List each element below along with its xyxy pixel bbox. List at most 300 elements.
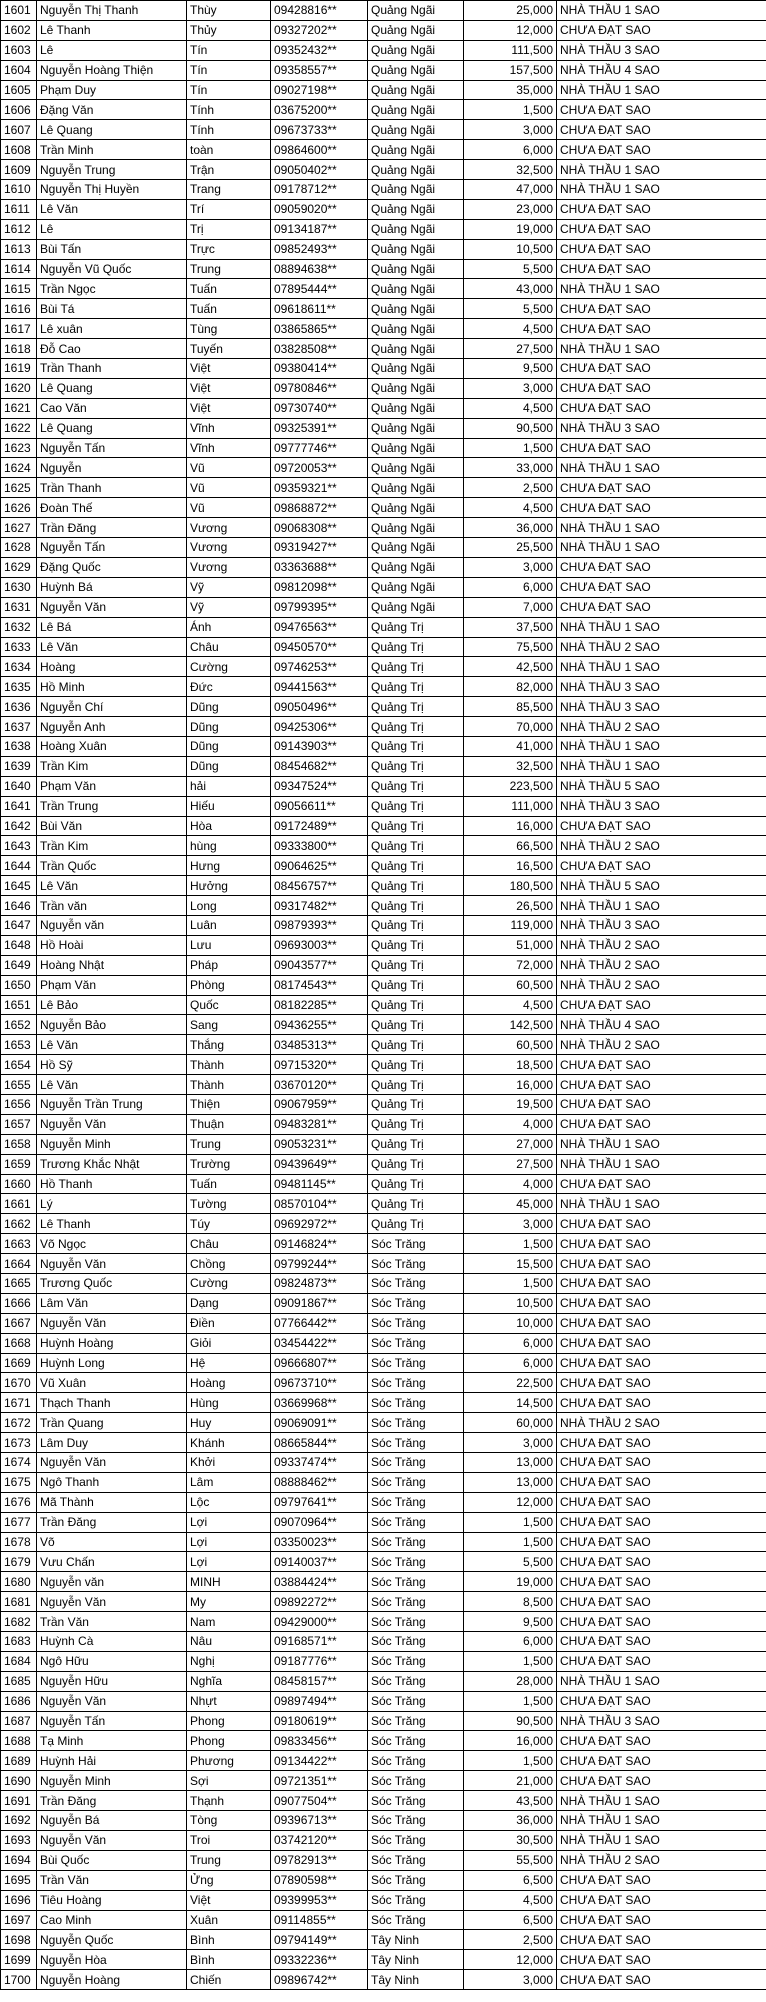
points-cell: 6,000 (464, 1353, 557, 1373)
table-row (1, 1214, 766, 1234)
province-cell: Quảng Trị (368, 876, 464, 896)
last-name-cell: Khởi (187, 1453, 271, 1473)
province-cell: Sóc Trăng (368, 1472, 464, 1492)
last-name-cell: Ửng (187, 1870, 271, 1890)
table-row (1, 856, 766, 876)
province-cell: Sóc Trăng (368, 1592, 464, 1612)
points-cell: 4,500 (464, 498, 557, 518)
rank-status-cell: CHƯA ĐẠT SAO (557, 557, 766, 577)
table-row (1, 1353, 766, 1373)
points-cell: 43,500 (464, 1791, 557, 1811)
phone-cell: 03485313** (271, 1035, 368, 1055)
row-index-cell: 1700 (1, 1970, 37, 1990)
province-cell: Sóc Trăng (368, 1890, 464, 1910)
phone-cell: 03828508** (271, 339, 368, 359)
province-cell: Quảng Trị (368, 1055, 464, 1075)
last-name-cell: Tính (187, 120, 271, 140)
row-index-cell: 1690 (1, 1771, 37, 1791)
points-cell: 26,500 (464, 896, 557, 916)
points-cell: 16,000 (464, 1075, 557, 1095)
phone-cell: 09428816** (271, 1, 368, 21)
province-cell: Sóc Trăng (368, 1651, 464, 1671)
province-cell: Quảng Trị (368, 935, 464, 955)
rank-status-cell: CHƯA ĐẠT SAO (557, 1254, 766, 1274)
row-index-cell: 1687 (1, 1711, 37, 1731)
rank-status-cell: NHÀ THẦU 2 SAO (557, 1413, 766, 1433)
phone-cell: 09140037** (271, 1552, 368, 1572)
last-name-cell: Hoàng (187, 1373, 271, 1393)
province-cell: Quảng Ngãi (368, 259, 464, 279)
province-cell: Quảng Ngãi (368, 279, 464, 299)
table-row (1, 1453, 766, 1473)
points-cell: 1,500 (464, 438, 557, 458)
table-row (1, 597, 766, 617)
rank-status-cell: CHƯA ĐẠT SAO (557, 1532, 766, 1552)
rank-status-cell: NHÀ THẦU 1 SAO (557, 1, 766, 21)
last-name-cell: Trung (187, 1850, 271, 1870)
row-index-cell: 1671 (1, 1393, 37, 1413)
first-name-cell: Lê Văn (37, 1075, 187, 1095)
table-row (1, 40, 766, 60)
first-name-cell: Trần Quang (37, 1413, 187, 1433)
province-cell: Quảng Trị (368, 1134, 464, 1154)
row-index-cell: 1630 (1, 577, 37, 597)
rank-status-cell: CHƯA ĐẠT SAO (557, 1691, 766, 1711)
row-index-cell: 1627 (1, 518, 37, 538)
table-row (1, 1612, 766, 1632)
table-row (1, 557, 766, 577)
rank-status-cell: NHÀ THẦU 1 SAO (557, 1671, 766, 1691)
phone-cell: 03675200** (271, 100, 368, 120)
row-index-cell: 1601 (1, 1, 37, 21)
last-name-cell: Vũ (187, 498, 271, 518)
rank-status-cell: CHƯA ĐẠT SAO (557, 1075, 766, 1095)
row-index-cell: 1657 (1, 1114, 37, 1134)
province-cell: Sóc Trăng (368, 1413, 464, 1433)
last-name-cell: My (187, 1592, 271, 1612)
phone-cell: 09180619** (271, 1711, 368, 1731)
rank-status-cell: NHÀ THẦU 2 SAO (557, 1850, 766, 1870)
points-cell: 13,000 (464, 1453, 557, 1473)
last-name-cell: Quốc (187, 995, 271, 1015)
last-name-cell: Tuấn (187, 279, 271, 299)
province-cell: Sóc Trăng (368, 1632, 464, 1652)
row-index-cell: 1659 (1, 1154, 37, 1174)
table-row (1, 1114, 766, 1134)
table-row (1, 677, 766, 697)
rank-status-cell: CHƯA ĐẠT SAO (557, 1094, 766, 1114)
row-index-cell: 1648 (1, 935, 37, 955)
rank-status-cell: CHƯA ĐẠT SAO (557, 1453, 766, 1473)
row-index-cell: 1655 (1, 1075, 37, 1095)
points-cell: 85,500 (464, 697, 557, 717)
points-cell: 16,000 (464, 1731, 557, 1751)
first-name-cell: Nguyễn Văn (37, 1830, 187, 1850)
rank-status-cell: CHƯA ĐẠT SAO (557, 1293, 766, 1313)
table-row (1, 995, 766, 1015)
table-row (1, 736, 766, 756)
last-name-cell: Sợi (187, 1771, 271, 1791)
first-name-cell: Hồ Minh (37, 677, 187, 697)
points-cell: 223,500 (464, 776, 557, 796)
rank-status-cell: CHƯA ĐẠT SAO (557, 20, 766, 40)
first-name-cell: Trần Kim (37, 836, 187, 856)
rank-status-cell: NHÀ THẦU 3 SAO (557, 915, 766, 935)
last-name-cell: Tùng (187, 319, 271, 339)
row-index-cell: 1653 (1, 1035, 37, 1055)
points-cell: 32,500 (464, 756, 557, 776)
row-index-cell: 1608 (1, 140, 37, 160)
last-name-cell: Troi (187, 1830, 271, 1850)
table-row (1, 1850, 766, 1870)
points-cell: 45,000 (464, 1194, 557, 1214)
table-row (1, 717, 766, 737)
rank-status-cell: NHÀ THẦU 2 SAO (557, 637, 766, 657)
last-name-cell: Trường (187, 1154, 271, 1174)
first-name-cell: Thạch Thanh (37, 1393, 187, 1413)
first-name-cell: Nguyễn Bá (37, 1811, 187, 1831)
province-cell: Quảng Ngãi (368, 378, 464, 398)
points-cell: 72,000 (464, 955, 557, 975)
phone-cell: 09833456** (271, 1731, 368, 1751)
rank-status-cell: CHƯA ĐẠT SAO (557, 995, 766, 1015)
first-name-cell: Vũ Xuân (37, 1373, 187, 1393)
row-index-cell: 1679 (1, 1552, 37, 1572)
last-name-cell: Thùy (187, 1, 271, 21)
points-cell: 12,000 (464, 20, 557, 40)
last-name-cell: Vũ (187, 458, 271, 478)
first-name-cell: Trần Minh (37, 140, 187, 160)
first-name-cell: Nguyễn Trung (37, 160, 187, 180)
row-index-cell: 1615 (1, 279, 37, 299)
last-name-cell: Tuấn (187, 299, 271, 319)
phone-cell: 09056611** (271, 796, 368, 816)
first-name-cell: Hoàng Xuân (37, 736, 187, 756)
phone-cell: 09134187** (271, 219, 368, 239)
phone-cell: 08570104** (271, 1194, 368, 1214)
last-name-cell: Thành (187, 1055, 271, 1075)
table-row (1, 915, 766, 935)
points-cell: 4,000 (464, 1114, 557, 1134)
last-name-cell: Dũng (187, 736, 271, 756)
table-row (1, 657, 766, 677)
table-row (1, 1552, 766, 1572)
table-row (1, 180, 766, 200)
table-row (1, 1254, 766, 1274)
row-index-cell: 1689 (1, 1751, 37, 1771)
last-name-cell: Hưng (187, 856, 271, 876)
first-name-cell: Lâm Văn (37, 1293, 187, 1313)
table-row (1, 1413, 766, 1433)
province-cell: Sóc Trăng (368, 1532, 464, 1552)
last-name-cell: hùng (187, 836, 271, 856)
rank-status-cell: CHƯA ĐẠT SAO (557, 1572, 766, 1592)
province-cell: Quảng Ngãi (368, 577, 464, 597)
first-name-cell: Nguyễn Văn (37, 1592, 187, 1612)
table-row (1, 1433, 766, 1453)
points-cell: 25,500 (464, 538, 557, 558)
row-index-cell: 1668 (1, 1333, 37, 1353)
table-row (1, 1890, 766, 1910)
row-index-cell: 1692 (1, 1811, 37, 1831)
province-cell: Quảng Ngãi (368, 80, 464, 100)
phone-cell: 09059020** (271, 199, 368, 219)
points-cell: 42,500 (464, 657, 557, 677)
table-row (1, 538, 766, 558)
rank-status-cell: CHƯA ĐẠT SAO (557, 1393, 766, 1413)
row-index-cell: 1636 (1, 697, 37, 717)
table-row (1, 1651, 766, 1671)
province-cell: Sóc Trăng (368, 1433, 464, 1453)
first-name-cell: Nguyễn Hữu (37, 1671, 187, 1691)
phone-cell: 09852493** (271, 239, 368, 259)
province-cell: Sóc Trăng (368, 1393, 464, 1413)
first-name-cell: Trần Quốc (37, 856, 187, 876)
rank-status-cell: CHƯA ĐẠT SAO (557, 1632, 766, 1652)
last-name-cell: Châu (187, 637, 271, 657)
last-name-cell: Trực (187, 239, 271, 259)
table-row (1, 1313, 766, 1333)
row-index-cell: 1670 (1, 1373, 37, 1393)
points-cell: 6,000 (464, 1333, 557, 1353)
rank-status-cell: CHƯA ĐẠT SAO (557, 1870, 766, 1890)
last-name-cell: Tòng (187, 1811, 271, 1831)
row-index-cell: 1665 (1, 1274, 37, 1294)
first-name-cell: Nguyễn Hoàng Thiện (37, 60, 187, 80)
first-name-cell: Lê Thanh (37, 1214, 187, 1234)
points-cell: 8,500 (464, 1592, 557, 1612)
table-row (1, 378, 766, 398)
table-row (1, 359, 766, 379)
last-name-cell: Hưởng (187, 876, 271, 896)
province-cell: Quảng Ngãi (368, 1, 464, 21)
row-index-cell: 1698 (1, 1930, 37, 1950)
rank-status-cell: NHÀ THẦU 1 SAO (557, 657, 766, 677)
first-name-cell: Tạ Minh (37, 1731, 187, 1751)
first-name-cell: Nguyễn Hoàng (37, 1970, 187, 1990)
row-index-cell: 1623 (1, 438, 37, 458)
province-cell: Quảng Ngãi (368, 199, 464, 219)
province-cell: Quảng Ngãi (368, 597, 464, 617)
table-row (1, 319, 766, 339)
rank-status-cell: NHÀ THẦU 3 SAO (557, 40, 766, 60)
table-row (1, 199, 766, 219)
row-index-cell: 1678 (1, 1532, 37, 1552)
phone-cell: 03350023** (271, 1532, 368, 1552)
rank-status-cell: CHƯA ĐẠT SAO (557, 398, 766, 418)
rank-status-cell: CHƯA ĐẠT SAO (557, 1751, 766, 1771)
first-name-cell: Hồ Hoài (37, 935, 187, 955)
row-index-cell: 1663 (1, 1234, 37, 1254)
first-name-cell: Nguyễn Văn (37, 1453, 187, 1473)
rank-status-cell: CHƯA ĐẠT SAO (557, 438, 766, 458)
phone-cell: 08182285** (271, 995, 368, 1015)
table-row (1, 1134, 766, 1154)
rank-status-cell: NHÀ THẦU 2 SAO (557, 935, 766, 955)
rank-status-cell: CHƯA ĐẠT SAO (557, 1234, 766, 1254)
row-index-cell: 1666 (1, 1293, 37, 1313)
phone-cell: 09352432** (271, 40, 368, 60)
rank-status-cell: CHƯA ĐẠT SAO (557, 239, 766, 259)
last-name-cell: Hiếu (187, 796, 271, 816)
points-cell: 60,500 (464, 975, 557, 995)
points-cell: 25,000 (464, 1, 557, 21)
first-name-cell: Trần Đăng (37, 1791, 187, 1811)
rank-status-cell: NHÀ THẦU 1 SAO (557, 180, 766, 200)
table-row (1, 876, 766, 896)
rank-status-cell: CHƯA ĐẠT SAO (557, 1492, 766, 1512)
rank-status-cell: CHƯA ĐẠT SAO (557, 478, 766, 498)
table-row (1, 1, 766, 21)
points-cell: 1,500 (464, 1234, 557, 1254)
rank-status-cell: NHÀ THẦU 5 SAO (557, 876, 766, 896)
province-cell: Sóc Trăng (368, 1572, 464, 1592)
phone-cell: 09879393** (271, 915, 368, 935)
points-cell: 1,500 (464, 1532, 557, 1552)
points-cell: 6,000 (464, 1632, 557, 1652)
rank-status-cell: CHƯA ĐẠT SAO (557, 259, 766, 279)
table-row (1, 1791, 766, 1811)
points-cell: 4,500 (464, 1890, 557, 1910)
table-row (1, 1830, 766, 1850)
points-cell: 5,500 (464, 259, 557, 279)
last-name-cell: Lộc (187, 1492, 271, 1512)
province-cell: Tây Ninh (368, 1930, 464, 1950)
points-cell: 157,500 (464, 60, 557, 80)
row-index-cell: 1631 (1, 597, 37, 617)
first-name-cell: Võ Ngọc (37, 1234, 187, 1254)
phone-cell: 03670120** (271, 1075, 368, 1095)
first-name-cell: Lâm Duy (37, 1433, 187, 1453)
first-name-cell: Bùi Quốc (37, 1850, 187, 1870)
points-cell: 1,500 (464, 100, 557, 120)
rank-status-cell: CHƯA ĐẠT SAO (557, 219, 766, 239)
first-name-cell: Lê (37, 40, 187, 60)
last-name-cell: Cường (187, 657, 271, 677)
table-row (1, 1532, 766, 1552)
province-cell: Quảng Trị (368, 955, 464, 975)
table-row (1, 398, 766, 418)
phone-cell: 09091867** (271, 1293, 368, 1313)
row-index-cell: 1677 (1, 1512, 37, 1532)
table-row (1, 1035, 766, 1055)
province-cell: Sóc Trăng (368, 1274, 464, 1294)
first-name-cell: Mã Thành (37, 1492, 187, 1512)
row-index-cell: 1621 (1, 398, 37, 418)
points-cell: 30,500 (464, 1830, 557, 1850)
points-cell: 1,500 (464, 1651, 557, 1671)
table-row (1, 816, 766, 836)
phone-cell: 09797641** (271, 1492, 368, 1512)
last-name-cell: Trận (187, 160, 271, 180)
first-name-cell: Nguyễn Văn (37, 597, 187, 617)
first-name-cell: Nguyễn Anh (37, 717, 187, 737)
table-row (1, 935, 766, 955)
points-cell: 66,500 (464, 836, 557, 856)
first-name-cell: Hoàng (37, 657, 187, 677)
province-cell: Sóc Trăng (368, 1811, 464, 1831)
province-cell: Quảng Trị (368, 736, 464, 756)
province-cell: Sóc Trăng (368, 1313, 464, 1333)
last-name-cell: Hệ (187, 1353, 271, 1373)
table-row (1, 1015, 766, 1035)
province-cell: Quảng Trị (368, 776, 464, 796)
rank-status-cell: CHƯA ĐẠT SAO (557, 1114, 766, 1134)
rank-status-cell: NHÀ THẦU 2 SAO (557, 1035, 766, 1055)
rank-status-cell: CHƯA ĐẠT SAO (557, 140, 766, 160)
table-row (1, 60, 766, 80)
province-cell: Sóc Trăng (368, 1512, 464, 1532)
row-index-cell: 1614 (1, 259, 37, 279)
rank-status-cell: NHÀ THẦU 3 SAO (557, 418, 766, 438)
row-index-cell: 1637 (1, 717, 37, 737)
table-row (1, 836, 766, 856)
phone-cell: 08458157** (271, 1671, 368, 1691)
phone-cell: 09399953** (271, 1890, 368, 1910)
province-cell: Tây Ninh (368, 1950, 464, 1970)
row-index-cell: 1646 (1, 896, 37, 916)
rank-status-cell: NHÀ THẦU 5 SAO (557, 776, 766, 796)
last-name-cell: Chiến (187, 1970, 271, 1990)
table-row (1, 697, 766, 717)
phone-cell: 03742120** (271, 1830, 368, 1850)
row-index-cell: 1664 (1, 1254, 37, 1274)
table-row (1, 1970, 766, 1990)
first-name-cell: Lê (37, 219, 187, 239)
table-row (1, 1293, 766, 1313)
table-row (1, 219, 766, 239)
province-cell: Quảng Trị (368, 995, 464, 1015)
province-cell: Quảng Trị (368, 1214, 464, 1234)
first-name-cell: Lê Quang (37, 120, 187, 140)
table-row (1, 1950, 766, 1970)
last-name-cell: Vỹ (187, 597, 271, 617)
phone-cell: 09692972** (271, 1214, 368, 1234)
first-name-cell: Nguyễn văn (37, 915, 187, 935)
first-name-cell: Nguyễn Tấn (37, 538, 187, 558)
phone-cell: 07766442** (271, 1313, 368, 1333)
first-name-cell: Lê Văn (37, 199, 187, 219)
rank-status-cell: CHƯA ĐẠT SAO (557, 597, 766, 617)
first-name-cell: Nguyễn Tấn (37, 1711, 187, 1731)
points-cell: 13,000 (464, 1472, 557, 1492)
table-row (1, 617, 766, 637)
phone-cell: 09064625** (271, 856, 368, 876)
first-name-cell: Đặng Quốc (37, 557, 187, 577)
points-cell: 6,000 (464, 140, 557, 160)
row-index-cell: 1644 (1, 856, 37, 876)
province-cell: Sóc Trăng (368, 1691, 464, 1711)
last-name-cell: Lâm (187, 1472, 271, 1492)
phone-cell: 09673733** (271, 120, 368, 140)
phone-cell: 09067959** (271, 1094, 368, 1114)
last-name-cell: Thành (187, 1075, 271, 1095)
row-index-cell: 1681 (1, 1592, 37, 1612)
table-row (1, 1771, 766, 1791)
province-cell: Quảng Trị (368, 637, 464, 657)
table-row (1, 1075, 766, 1095)
points-cell: 3,000 (464, 1433, 557, 1453)
province-cell: Quảng Ngãi (368, 140, 464, 160)
rank-status-cell: CHƯA ĐẠT SAO (557, 1592, 766, 1612)
rank-status-cell: NHÀ THẦU 3 SAO (557, 677, 766, 697)
last-name-cell: Tuấn (187, 1174, 271, 1194)
rank-status-cell: CHƯA ĐẠT SAO (557, 1930, 766, 1950)
first-name-cell: Nguyễn Văn (37, 1254, 187, 1274)
points-cell: 9,500 (464, 359, 557, 379)
phone-cell: 08454682** (271, 756, 368, 776)
first-name-cell: Lê xuân (37, 319, 187, 339)
